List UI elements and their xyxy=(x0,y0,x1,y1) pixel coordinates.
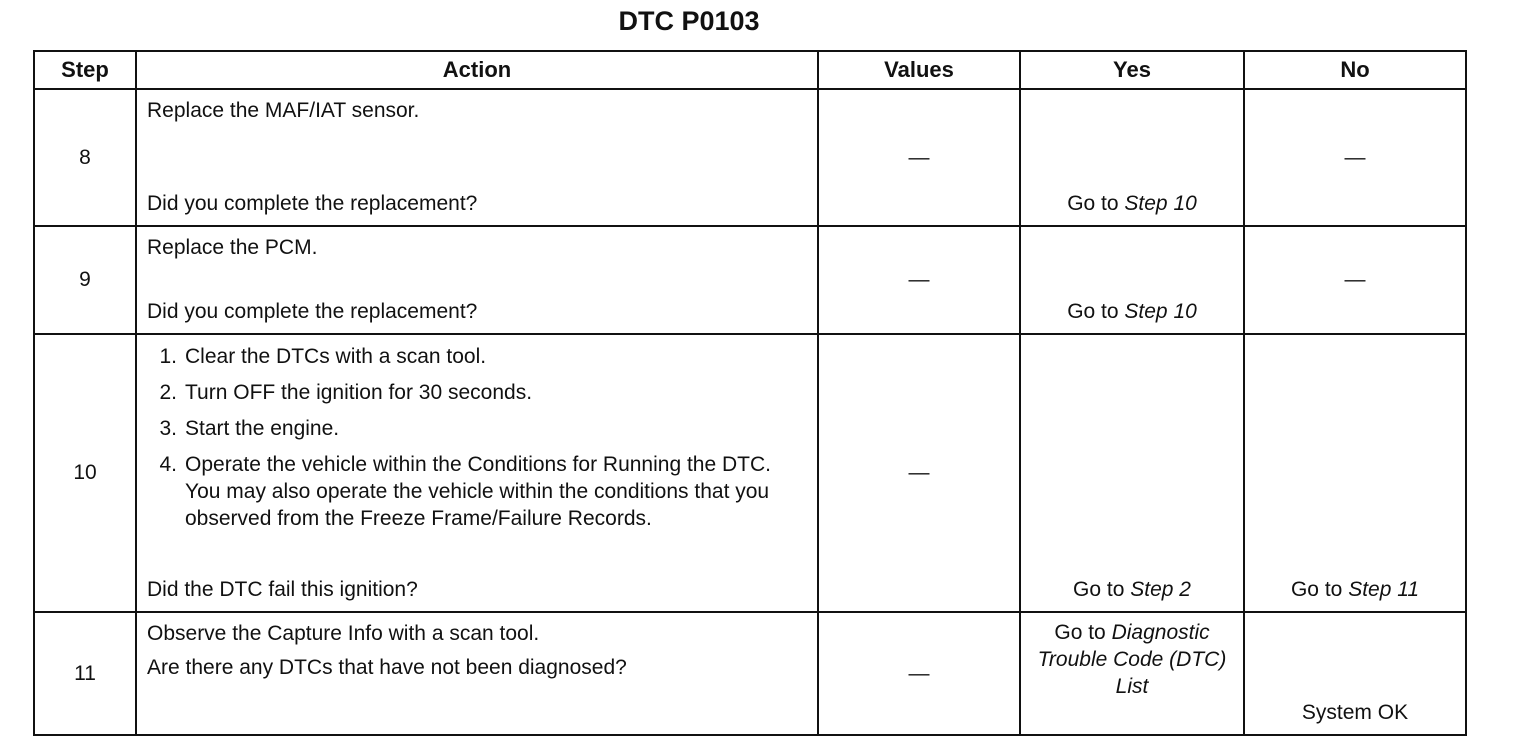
yes-outcome xyxy=(1021,191,1243,217)
step-number: 8 xyxy=(34,89,136,226)
item-text: Start the engine. xyxy=(185,417,340,440)
list-item xyxy=(147,451,807,532)
no-outcome xyxy=(1245,577,1465,603)
action-instruction: Replace the MAF/IAT sensor. xyxy=(147,99,420,122)
no-cell xyxy=(1244,612,1466,735)
no-prefix: Go to xyxy=(1290,578,1343,601)
table-header-row xyxy=(34,51,1466,89)
yes-cell xyxy=(1020,226,1244,334)
yes-step-ref: Step 10 xyxy=(1124,300,1197,323)
yes-prefix: Go to xyxy=(1067,300,1119,323)
no-cell xyxy=(1244,89,1466,226)
list-item xyxy=(147,343,807,370)
yes-outcome xyxy=(1021,299,1243,325)
action-question: Did you complete the replacement? xyxy=(147,192,478,215)
diagnostic-table xyxy=(33,50,1467,736)
table-row xyxy=(34,89,1466,226)
values-dash: — xyxy=(908,145,930,169)
table-row xyxy=(34,612,1466,735)
item-text: Operate the vehicle within the Conditions for Running the DTC. You may also operate the vehicle within the conditions that you observed from the Freeze Frame/Failure Records. xyxy=(185,453,771,530)
table-row xyxy=(34,226,1466,334)
yes-step-ref: Step 2 xyxy=(1130,578,1191,601)
action-question: Are there any DTCs that have not been diagnosed? xyxy=(147,656,627,679)
header-yes: Yes xyxy=(1020,51,1244,89)
values-cell xyxy=(818,334,1020,612)
action-cell xyxy=(136,226,818,334)
no-step-ref: Step 11 xyxy=(1348,578,1420,601)
step-number: 10 xyxy=(34,334,136,612)
step-number: 9 xyxy=(34,226,136,334)
action-instruction: Observe the Capture Info with a scan tool. xyxy=(147,622,540,645)
list-item xyxy=(147,415,807,442)
values-cell xyxy=(818,612,1020,735)
yes-outcome xyxy=(1021,613,1243,700)
action-cell xyxy=(136,612,818,735)
item-number: 2. xyxy=(159,381,177,404)
action-instruction: Replace the PCM. xyxy=(147,236,318,259)
values-cell xyxy=(818,226,1020,334)
item-number: 3. xyxy=(159,417,177,440)
action-steps-list xyxy=(147,343,807,532)
yes-prefix: Go to xyxy=(1054,621,1106,644)
item-number: 1. xyxy=(159,345,177,368)
values-dash: — xyxy=(908,661,930,685)
no-dash: — xyxy=(1344,268,1366,291)
yes-prefix: Go to xyxy=(1073,578,1125,601)
page-title: DTC P0103 xyxy=(618,6,760,36)
yes-cell xyxy=(1020,612,1244,735)
item-text: Clear the DTCs with a scan tool. xyxy=(185,345,487,368)
yes-dtc-list-ref: Diagnostic Trouble Code (DTC) List xyxy=(1037,621,1227,698)
yes-cell xyxy=(1020,89,1244,226)
action-question: Did the DTC fail this ignition? xyxy=(147,578,418,601)
values-cell xyxy=(818,89,1020,226)
no-cell xyxy=(1244,226,1466,334)
header-action: Action xyxy=(136,51,818,89)
yes-cell xyxy=(1020,334,1244,612)
yes-step-ref: Step 10 xyxy=(1124,192,1197,215)
item-number: 4. xyxy=(159,453,177,476)
action-cell xyxy=(136,334,818,612)
step-number: 11 xyxy=(34,612,136,735)
no-dash: — xyxy=(1344,145,1366,169)
no-cell xyxy=(1244,334,1466,612)
header-no: No xyxy=(1244,51,1466,89)
no-outcome: System OK xyxy=(1301,701,1409,724)
yes-prefix: Go to xyxy=(1067,192,1119,215)
header-values: Values xyxy=(818,51,1020,89)
header-step: Step xyxy=(34,51,136,89)
yes-outcome xyxy=(1021,577,1243,603)
values-dash: — xyxy=(908,461,930,484)
action-question: Did you complete the replacement? xyxy=(147,300,478,323)
item-text: Turn OFF the ignition for 30 seconds. xyxy=(185,381,533,404)
list-item xyxy=(147,379,807,406)
action-cell xyxy=(136,89,818,226)
values-dash: — xyxy=(908,268,930,291)
table-row xyxy=(34,334,1466,612)
